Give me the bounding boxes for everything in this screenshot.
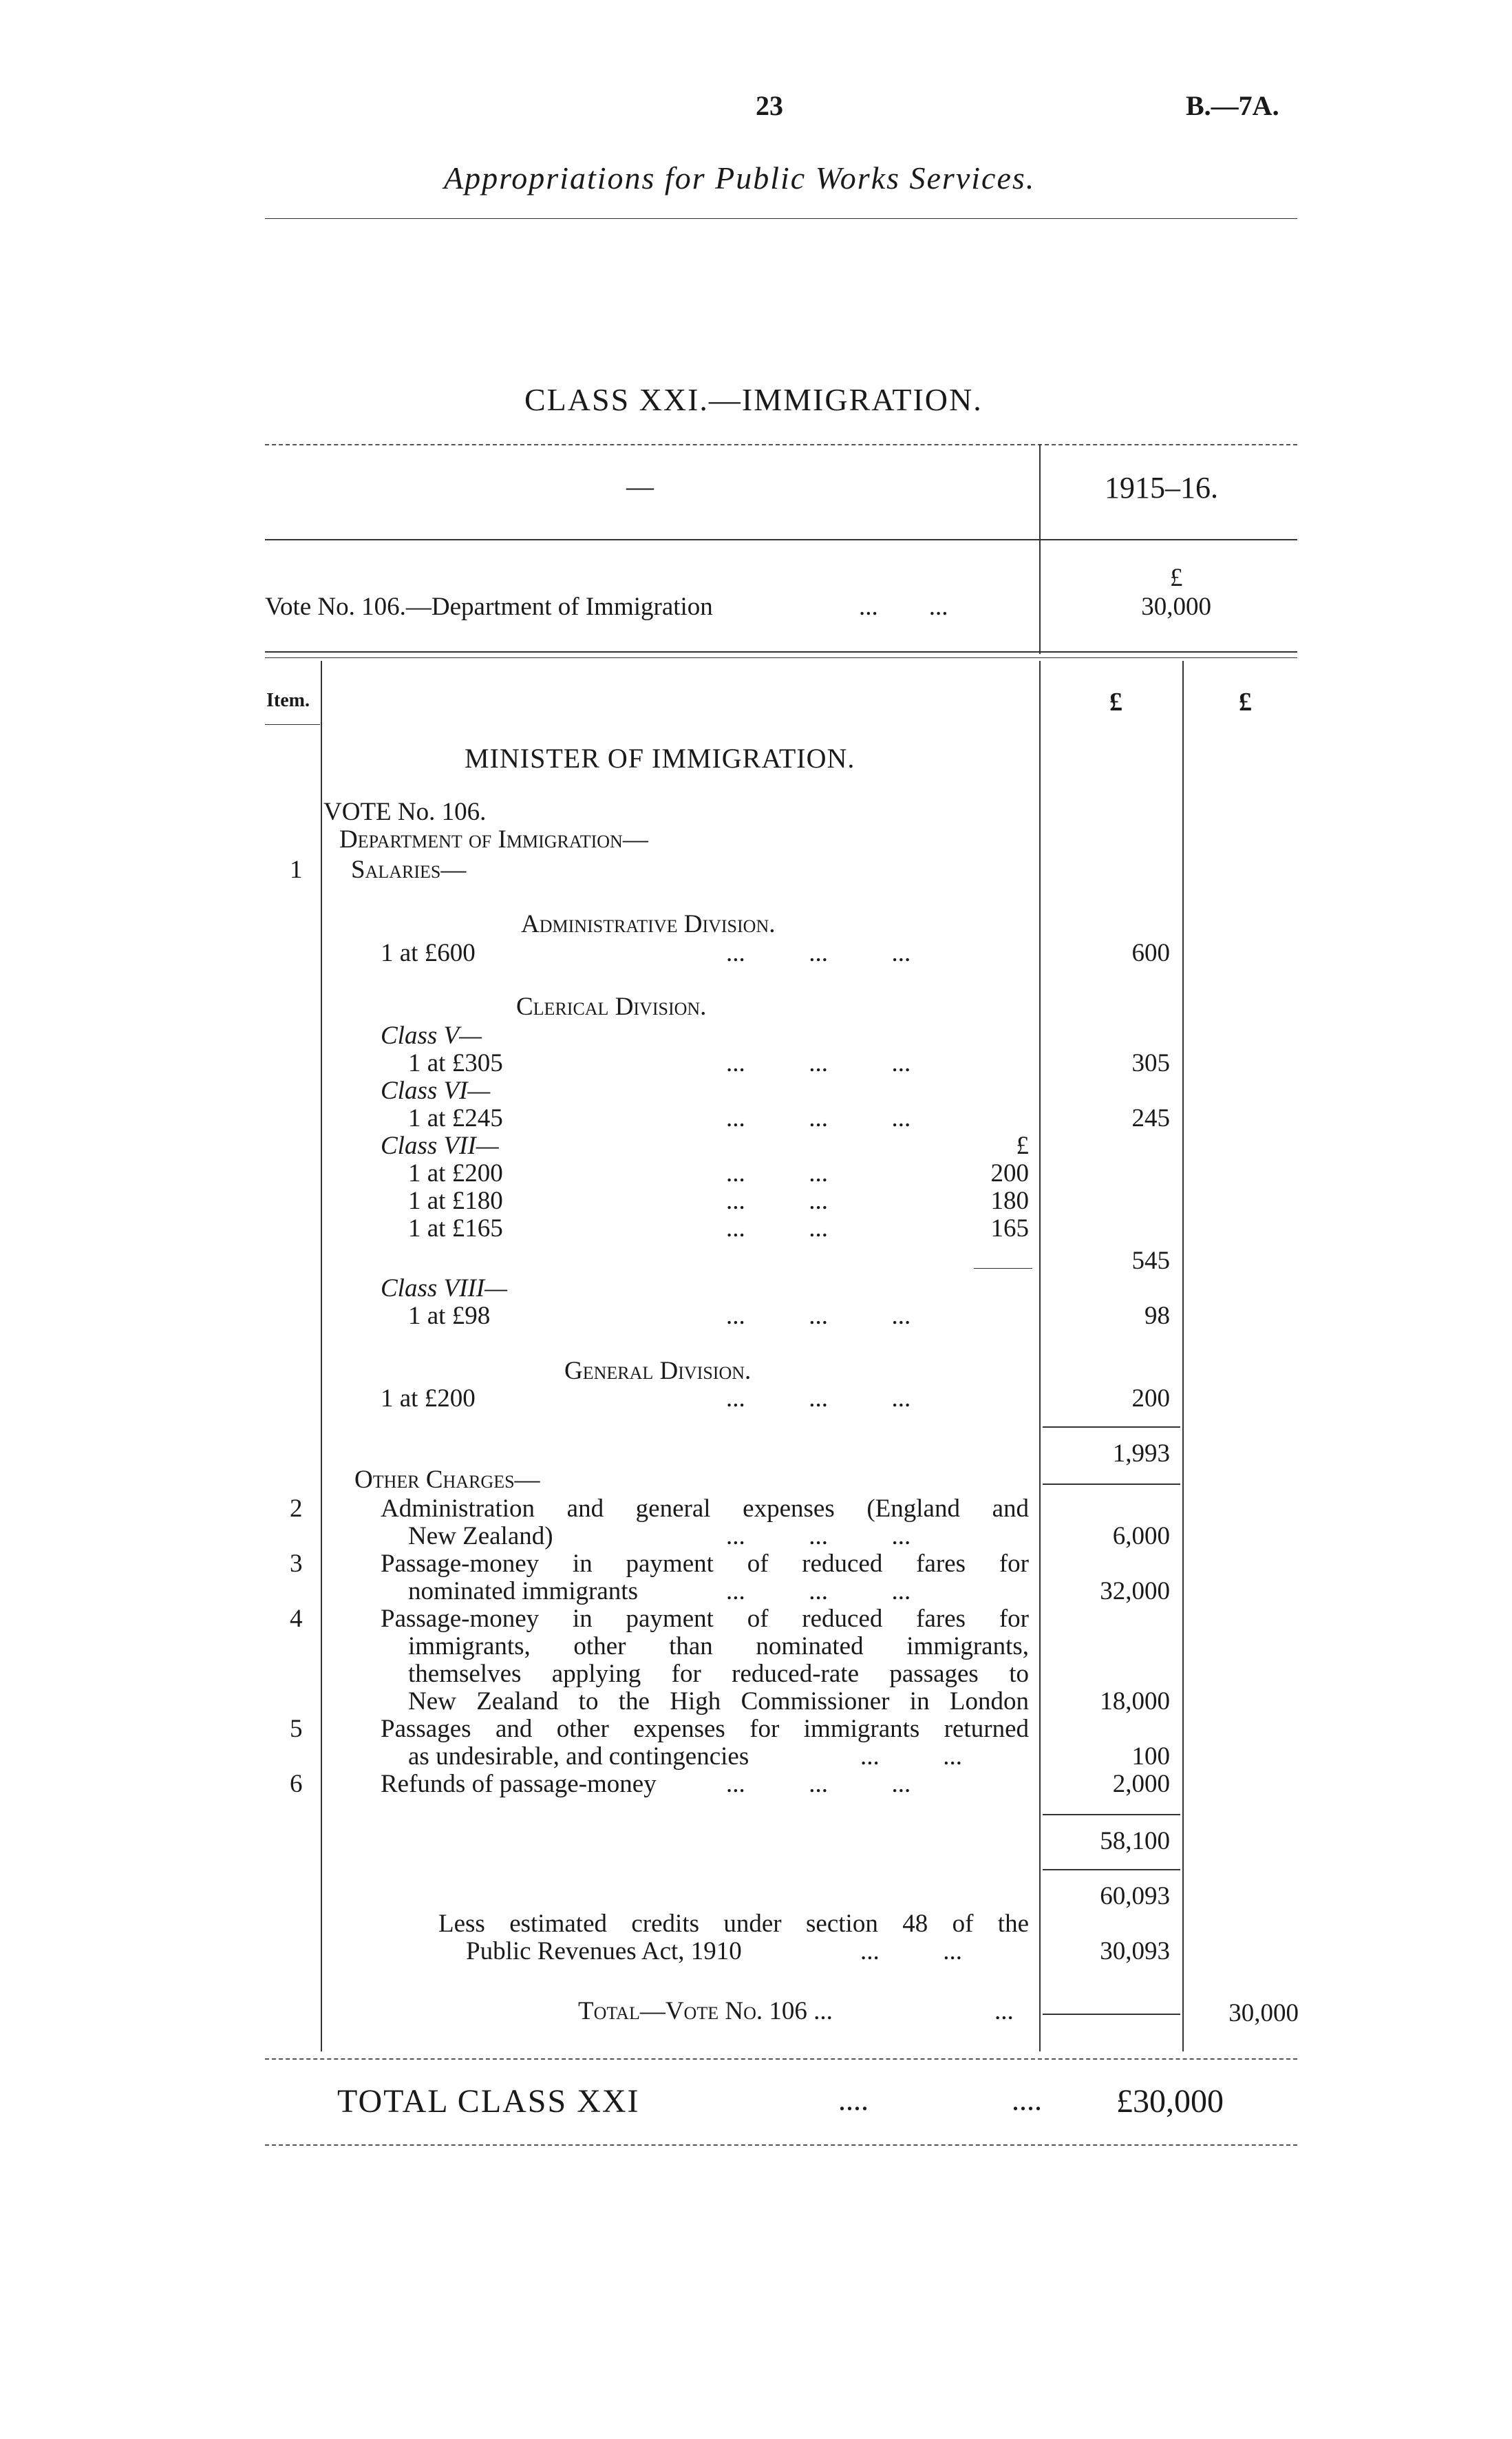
gross-total: 60,093	[1100, 1882, 1170, 1910]
summary-vote-label: Vote No. 106.—Department of Immigration	[265, 593, 713, 621]
minister-heading: MINISTER OF IMMIGRATION.	[465, 743, 855, 774]
item-column-divider	[321, 661, 322, 2051]
inner-amount-165: 165	[990, 1214, 1029, 1243]
amount-245: 245	[1131, 1104, 1170, 1132]
page-number: 23	[756, 90, 783, 121]
salaries-subtotal: 1,993	[1112, 1439, 1170, 1468]
amount-column-1-header: £	[1109, 688, 1122, 717]
line-dots: ... ... ...	[726, 939, 911, 967]
summary-header-rule	[265, 539, 1297, 540]
summary-description-header: —	[626, 471, 654, 502]
amount-32000: 32,000	[1100, 1577, 1170, 1605]
item-number: 5	[290, 1715, 303, 1743]
total-class-rule-top	[265, 2058, 1297, 2060]
line-1-at-600: 1 at £600	[381, 939, 476, 967]
inner-amount-180: 180	[990, 1187, 1029, 1215]
passage-nominated-line-1: Passage-money in payment of reduced fares for	[381, 1550, 1029, 1578]
passage-other-line-1: Passage-money in payment of reduced fares for	[381, 1605, 1029, 1633]
class-title: CLASS XXI.—IMMIGRATION.	[524, 382, 983, 417]
total-class-dots-1: ....	[838, 2083, 869, 2117]
item-number: 2	[290, 1495, 303, 1523]
summary-top-rule	[265, 444, 1297, 445]
line-1-at-180: 1 at £180	[408, 1187, 503, 1215]
line-dots: ... ... ...	[726, 1770, 911, 1798]
vote-number-heading: VOTE No. 106.	[323, 798, 487, 826]
amount-305: 305	[1131, 1049, 1170, 1077]
line-dots: ... ... ...	[726, 1104, 911, 1132]
header-rule	[265, 218, 1297, 219]
line-dots: ... ... ...	[726, 1302, 911, 1330]
general-division-heading: General Division.	[564, 1357, 752, 1385]
other-subtotal-rule-bottom	[1043, 1869, 1180, 1870]
other-subtotal-rule-top	[1043, 1814, 1180, 1815]
amount-200: 200	[1131, 1384, 1170, 1413]
line-1-at-245: 1 at £245	[408, 1104, 503, 1132]
refunds-line: Refunds of passage-money	[381, 1770, 657, 1798]
item-number: 4	[290, 1605, 303, 1633]
line-dots: ... ...	[726, 1214, 828, 1243]
amount-6000: 6,000	[1112, 1522, 1170, 1550]
passage-nominated-line-2: nominated immigrants	[408, 1577, 638, 1605]
administrative-division-heading: Administrative Division.	[521, 910, 776, 938]
page-title: Appropriations for Public Works Services.	[444, 160, 1036, 196]
inner-pound-sign: £	[1016, 1132, 1029, 1160]
class-v-label: Class V—	[381, 1022, 482, 1050]
item-header-rule	[265, 724, 320, 725]
class-vi-label: Class VI—	[381, 1077, 491, 1105]
line-dots: ... ...	[726, 1159, 828, 1187]
inner-amount-200: 200	[990, 1159, 1029, 1187]
amount-column-2-header: £	[1239, 688, 1252, 717]
summary-bottom-rule-2	[265, 657, 1297, 658]
item-column-header: Item.	[266, 690, 310, 711]
total-vote-label: Total—Vote No. 106 ...	[578, 1997, 833, 2025]
credits-amount: 30,093	[1100, 1937, 1170, 1965]
line-1-at-165: 1 at £165	[408, 1214, 503, 1243]
line-general-1-at-200: 1 at £200	[381, 1384, 476, 1413]
inner-subtotal-rule	[974, 1268, 1032, 1269]
salaries-subtotal-rule-top	[1043, 1426, 1180, 1428]
total-class-label: TOTAL CLASS XXI	[337, 2083, 640, 2120]
passage-other-line-3: themselves applying for reduced-rate passages to	[408, 1660, 1029, 1688]
amount-545: 545	[1131, 1247, 1170, 1275]
total-vote-rule	[1043, 2014, 1180, 2015]
summary-bottom-rule-1	[265, 651, 1297, 653]
line-dots: ... ... ...	[726, 1049, 911, 1077]
amount-column-divider-1	[1039, 661, 1041, 2051]
line-dots: ... ... ...	[726, 1577, 911, 1605]
administration-expenses-line-1: Administration and general expenses (England and	[381, 1495, 1029, 1523]
total-class-amount: £30,000	[1116, 2083, 1224, 2120]
department-heading: Department of Immigration—	[339, 825, 648, 854]
line-dots: ... ...	[726, 1187, 828, 1215]
passage-other-line-2: immigrants, other than nominated immigrants,	[408, 1632, 1029, 1660]
item-number: 1	[290, 856, 303, 884]
summary-year-header: 1915–16.	[1105, 471, 1218, 505]
administration-expenses-line-2: New Zealand)	[408, 1522, 553, 1550]
class-viii-label: Class VIII—	[381, 1274, 507, 1302]
amount-100: 100	[1131, 1742, 1170, 1771]
line-dots: ... ... ...	[726, 1522, 911, 1550]
line-dots: ... ... ...	[726, 1384, 911, 1413]
returned-immigrants-line-2: as undesirable, and contingencies	[408, 1742, 749, 1771]
amount-98: 98	[1144, 1302, 1170, 1330]
clerical-division-heading: Clerical Division.	[516, 993, 707, 1021]
class-vii-label: Class VII—	[381, 1132, 499, 1160]
line-1-at-98: 1 at £98	[408, 1302, 491, 1330]
other-charges-heading: Other Charges—	[354, 1466, 540, 1494]
passage-other-line-4: New Zealand to the High Commissioner in London	[408, 1687, 1029, 1715]
line-1-at-200: 1 at £200	[408, 1159, 503, 1187]
other-charges-subtotal: 58,100	[1100, 1827, 1170, 1855]
summary-vote-amount: 30,000	[1141, 593, 1211, 621]
summary-vote-dots: ... ...	[859, 593, 948, 621]
line-dots: ... ...	[860, 1937, 962, 1965]
amount-18000: 18,000	[1100, 1687, 1170, 1715]
amount-600: 600	[1131, 939, 1170, 967]
less-credits-line-1: Less estimated credits under section 48 of the	[438, 1910, 1029, 1938]
total-class-dots-2: ....	[1012, 2083, 1042, 2117]
salaries-subtotal-rule-bottom	[1043, 1484, 1180, 1485]
amount-2000: 2,000	[1112, 1770, 1170, 1798]
line-1-at-305: 1 at £305	[408, 1049, 503, 1077]
line-dots: ...	[994, 1997, 1014, 2025]
salaries-heading: Salaries—	[351, 856, 467, 884]
item-number: 6	[290, 1770, 303, 1798]
returned-immigrants-line-1: Passages and other expenses for immigrants returned	[381, 1715, 1029, 1743]
less-credits-line-2: Public Revenues Act, 1910	[466, 1937, 742, 1965]
summary-pound-sign: £	[1170, 564, 1183, 592]
item-number: 3	[290, 1550, 303, 1578]
amount-column-divider-2	[1182, 661, 1184, 2051]
document-reference: B.—7A.	[1186, 90, 1279, 121]
total-vote-amount: 30,000	[1228, 1999, 1299, 2027]
total-class-rule-bottom	[265, 2144, 1297, 2146]
line-dots: ... ...	[860, 1742, 962, 1771]
summary-column-divider	[1039, 444, 1041, 654]
